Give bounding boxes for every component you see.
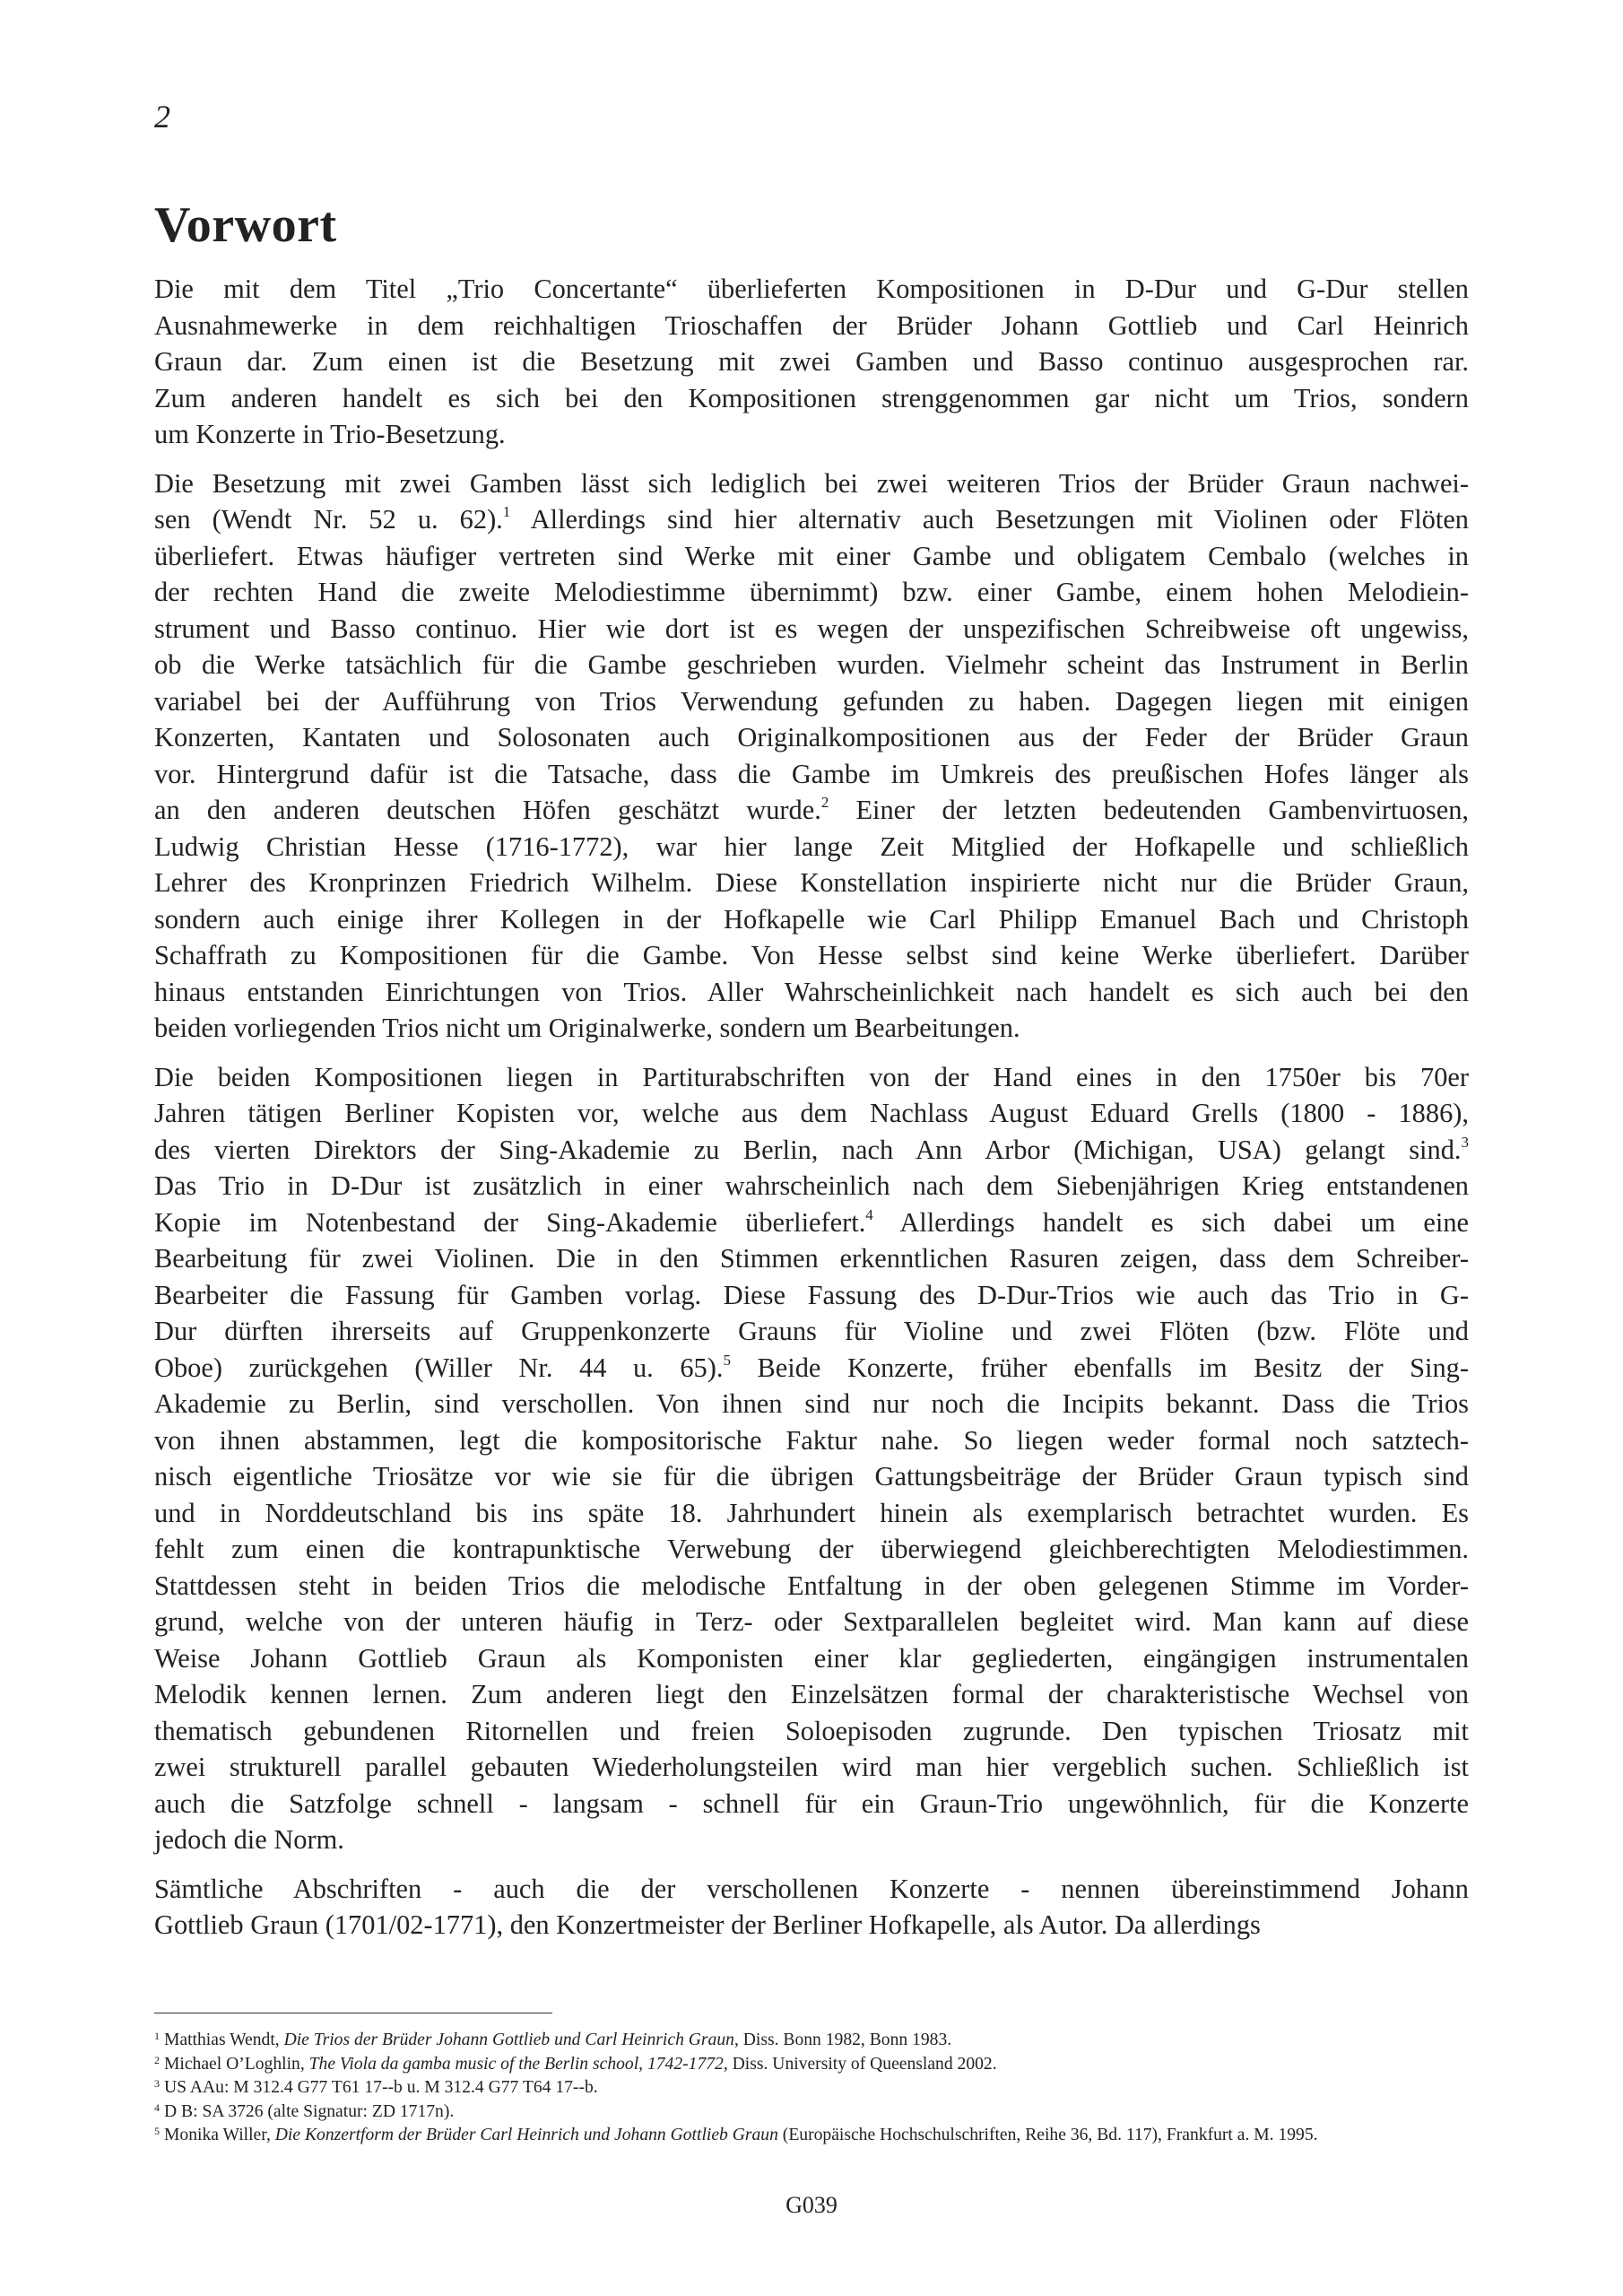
line-text: und in Norddeutschland bis ins späte 18. Jahrhundert hinein als exemplarisch betrachtet wurden. Es	[154, 1497, 1469, 1528]
footnote-reference: 1	[502, 503, 511, 520]
line-text: hinaus entstanden Einrichtungen von Trios. Aller Wahrscheinlichkeit nach handelt es sich auch bei den	[154, 976, 1469, 1007]
line-text: Stattdessen steht in beiden Trios die melodische Entfaltung in der oben gelegenen Stimme im Vorder-	[154, 1570, 1469, 1601]
footnote-text: Michael O’Loghlin,	[164, 2054, 309, 2074]
line-text: Allerdings handelt es sich dabei um eine	[872, 1206, 1469, 1238]
text-line	[154, 1749, 1469, 1786]
text-line	[154, 1277, 1469, 1314]
line-text: Ausnahmewerke in dem reichhaltigen Trioschaffen der Brüder Johann Gottlieb und Carl Heinrich	[154, 309, 1469, 341]
line-text: Ludwig Christian Hesse (1716-1772), war hier lange Zeit Mitglied der Hofkapelle und schließlich	[154, 831, 1469, 862]
text-line	[154, 719, 1469, 756]
text-line	[154, 1205, 1469, 1241]
line-text: um Konzerte in Trio-Besetzung.	[154, 419, 506, 449]
footnote-number: 4	[154, 2100, 160, 2114]
text-line	[154, 1458, 1469, 1495]
text-line	[154, 865, 1469, 901]
line-text: Das Trio in D-Dur ist zusätzlich in einer wahrscheinlich nach dem Siebenjährigen Krieg entstandenen	[154, 1170, 1469, 1201]
text-line	[154, 829, 1469, 865]
footnote-reference: 4	[865, 1205, 873, 1223]
footnote-title: Die Trios der Brüder Johann Gottlieb und Carl Heinrich Graun	[283, 2031, 734, 2049]
text-line	[154, 538, 1469, 575]
text-line	[154, 1240, 1469, 1277]
footnote-text: Monika Willer,	[164, 2126, 275, 2144]
catalog-number: G039	[785, 2192, 838, 2218]
text-line	[154, 937, 1469, 974]
line-text: grund, welche von der unteren häufig in Terz- oder Sextparallelen begleitet wird. Man kann auf diese	[154, 1606, 1469, 1637]
text-line	[154, 974, 1469, 1011]
footnote-text: D B: SA 3726 (alte Signatur: ZD 1717n).	[164, 2101, 455, 2121]
line-text: Gottlieb Graun (1701/02-1771), den Konzertmeister der Berliner Hofkapelle, als Autor. Da allerdings	[154, 1909, 1261, 1940]
footnote-text: (Europäische Hochschulschriften, Reihe 36, Bd. 117), Frankfurt a. M. 1995.	[777, 2126, 1318, 2144]
line-text: Weise Johann Gottlieb Graun als Komponisten einer klar gegliederten, eingängigen instrumentalen	[154, 1642, 1469, 1674]
line-text: Allerdings sind hier alternativ auch Besetzungen mit Violinen oder Flöten	[510, 504, 1469, 535]
text-line	[154, 1010, 1469, 1047]
line-text: sondern auch einige ihrer Kollegen in der Hofkapelle wie Carl Philipp Emanuel Bach und Christoph	[154, 903, 1469, 935]
paragraph	[154, 1059, 1469, 1858]
line-text: Die mit dem Titel „Trio Concertante“ überlieferten Kompositionen in D-Dur und G-Dur stellen	[154, 274, 1469, 304]
line-text: des vierten Direktors der Sing-Akademie zu Berlin, nach Ann Arbor (Michigan, USA) gelangt sind.	[154, 1134, 1462, 1165]
footnote	[154, 2124, 1481, 2148]
text-line	[154, 271, 1469, 308]
footnote-title: The Viola da gamba music of the Berlin school, 1742-1772	[308, 2054, 724, 2074]
line-text: Melodik kennen lernen. Zum anderen liegt den Einzelsätzen formal der charakteristische Wechsel von	[154, 1679, 1469, 1709]
footnote	[154, 2029, 1481, 2053]
text-line	[154, 1168, 1469, 1205]
text-line	[154, 308, 1469, 344]
text-line	[154, 1531, 1469, 1568]
page-number: 2	[154, 99, 170, 135]
text-line	[154, 1422, 1469, 1459]
line-text: Akademie zu Berlin, sind verschollen. Von ihnen sind nur noch die Incipits bekannt. Dass die Trios	[154, 1388, 1469, 1419]
text-line	[154, 380, 1469, 417]
line-text: Bearbeiter die Fassung für Gamben vorlag. Diese Fassung des D-Dur-Trios wie auch das Trio in G-	[154, 1279, 1469, 1310]
line-text: Schaffrath zu Kompositionen für die Gambe. Von Hesse selbst sind keine Werke überliefert. Darüber	[154, 940, 1469, 970]
footnote-number: 2	[154, 2053, 160, 2066]
text-line	[154, 1907, 1469, 1944]
text-line	[154, 1676, 1469, 1713]
text-line	[154, 647, 1469, 683]
text-line	[154, 344, 1469, 380]
line-text: Graun dar. Zum einen ist die Besetzung mit zwei Gamben und Basso continuo ausgesprochen rar.	[154, 346, 1469, 377]
text-line	[154, 1604, 1469, 1640]
line-text: Dur dürften ihrerseits auf Gruppenkonzerte Grauns für Violine und zwei Flöten (bzw. Flöte und	[154, 1316, 1469, 1346]
footnote-number: 3	[154, 2077, 160, 2090]
line-text: Die Besetzung mit zwei Gamben lässt sich lediglich bei zwei weiteren Trios der Brüder Graun nachwei-	[154, 467, 1469, 499]
text-line	[154, 574, 1469, 611]
footnote-reference: 3	[1461, 1133, 1469, 1151]
line-text: auch die Satzfolge schnell - langsam - schnell für ein Graun-Trio ungewöhnlich, für die Konzerte	[154, 1787, 1469, 1819]
line-text: Kopie im Notenbestand der Sing-Akademie überliefert.	[154, 1206, 866, 1238]
line-text: sen (Wendt Nr. 52 u. 62).	[154, 504, 503, 535]
footnote-text: US AAu: M 312.4 G77 T61 17--b u. M 312.4 G77 T64 17--b.	[164, 2078, 598, 2097]
footnote-number: 1	[154, 2030, 160, 2042]
line-text: Bearbeitung für zwei Violinen. Die in den Stimmen erkenntlichen Rasuren zeigen, dass dem Schreiber-	[154, 1243, 1469, 1274]
line-text: Die beiden Kompositionen liegen in Partiturabschriften von der Hand eines in den 1750er bis 70er	[154, 1061, 1469, 1092]
text-line	[154, 683, 1469, 720]
text-line	[154, 1786, 1469, 1822]
line-text: zwei strukturell parallel gebauten Wiederholungsteilen wird man hier vergeblich suchen. Schließlich ist	[154, 1752, 1469, 1782]
line-text: strument und Basso continuo. Hier wie dort ist es wegen der unspezifischen Schreibweise oft ungewiss,	[154, 613, 1469, 644]
footnote	[154, 2076, 1481, 2100]
line-text: der rechten Hand die zweite Melodiestimme übernimmt) bzw. einer Gambe, einem hohen Melodiein-	[154, 577, 1469, 607]
paragraph	[154, 465, 1469, 1047]
paragraph	[154, 271, 1469, 453]
line-text: Oboe) zurückgehen (Willer Nr. 44 u. 65).	[154, 1352, 724, 1383]
text-line	[154, 1386, 1469, 1422]
text-line	[154, 792, 1469, 829]
text-line	[154, 416, 1469, 453]
footnote-text: , Diss. Bonn 1982, Bonn 1983.	[733, 2031, 952, 2049]
text-line	[154, 1095, 1469, 1132]
paragraph	[154, 1871, 1469, 1944]
text-line	[154, 1713, 1469, 1750]
text-line	[154, 1059, 1469, 1096]
line-text: an den anderen deutschen Höfen geschätzt wurde.	[154, 795, 821, 825]
line-text: Zum anderen handelt es sich bei den Kompositionen strenggenommen gar nicht um Trios, sondern	[154, 382, 1469, 413]
body-text	[154, 271, 1469, 1956]
line-text: Lehrer des Kronprinzen Friedrich Wilhelm. Diese Konstellation inspirierte nicht nur die Brüder Graun,	[154, 867, 1469, 898]
line-text: Sämtliche Abschriften - auch die der verschollenen Konzerte - nennen übereinstimmend Johann	[154, 1873, 1469, 1904]
text-line	[154, 465, 1469, 502]
footnote	[154, 2053, 1481, 2077]
footnote-reference: 5	[723, 1351, 731, 1369]
text-line	[154, 1568, 1469, 1605]
line-text: von ihnen abstammen, legt die kompositorische Faktur nahe. So liegen weder formal noch satztech-	[154, 1424, 1469, 1456]
text-line	[154, 1313, 1469, 1350]
footnotes	[154, 2029, 1481, 2148]
footnote-reference: 2	[820, 794, 829, 811]
text-line	[154, 1640, 1469, 1677]
text-line	[154, 901, 1469, 938]
line-text: fehlt zum einen die kontrapunktische Verwebung der überwiegend gleichberechtigten Melodiestimmen.	[154, 1534, 1469, 1564]
text-line	[154, 501, 1469, 538]
line-text: Konzerten, Kantaten und Solosonaten auch Originalkompositionen aus der Feder der Brüder Graun	[154, 722, 1469, 752]
line-text: Jahren tätigen Berliner Kopisten vor, welche aus dem Nachlass August Eduard Grells (1800 - 1886),	[154, 1098, 1469, 1128]
line-text: nisch eigentliche Triosätze vor wie sie für die übrigen Gattungsbeiträge der Brüder Graun typisch sind	[154, 1461, 1469, 1492]
text-line	[154, 611, 1469, 648]
footnote-number: 5	[154, 2125, 160, 2137]
text-line	[154, 1495, 1469, 1532]
page-title: Vorwort	[154, 197, 337, 253]
text-line	[154, 756, 1469, 793]
line-text: Einer der letzten bedeutenden Gambenvirtuosen,	[829, 795, 1469, 825]
line-text: jedoch die Norm.	[154, 1824, 344, 1855]
footnote-text: Matthias Wendt,	[164, 2031, 284, 2049]
line-text: variabel bei der Aufführung von Trios Verwendung gefunden zu haben. Dagegen liegen mit einigen	[154, 685, 1469, 717]
footnote-title: Die Konzertform der Brüder Carl Heinrich und Johann Gottlieb Graun	[274, 2126, 778, 2144]
line-text: beiden vorliegenden Trios nicht um Originalwerke, sondern um Bearbeitungen.	[154, 1013, 1020, 1043]
footnote-text: , Diss. University of Queensland 2002.	[723, 2054, 997, 2074]
footnote	[154, 2100, 1481, 2125]
line-text: überliefert. Etwas häufiger vertreten sind Werke mit einer Gambe und obligatem Cembalo (welches in	[154, 540, 1469, 571]
line-text: ob die Werke tatsächlich für die Gambe geschrieben wurden. Vielmehr scheint das Instrument in Berlin	[154, 649, 1469, 680]
line-text: Beide Konzerte, früher ebenfalls im Besitz der Sing-	[730, 1352, 1469, 1383]
text-line	[154, 1822, 1469, 1858]
text-line	[154, 1132, 1469, 1169]
line-text: thematisch gebundenen Ritornellen und freien Soloepisoden zugrunde. Den typischen Triosatz mit	[154, 1715, 1469, 1746]
line-text: vor. Hintergrund dafür ist die Tatsache, dass die Gambe im Umkreis des preußischen Hofes länger als	[154, 758, 1469, 789]
text-line	[154, 1871, 1469, 1908]
text-line	[154, 1350, 1469, 1387]
